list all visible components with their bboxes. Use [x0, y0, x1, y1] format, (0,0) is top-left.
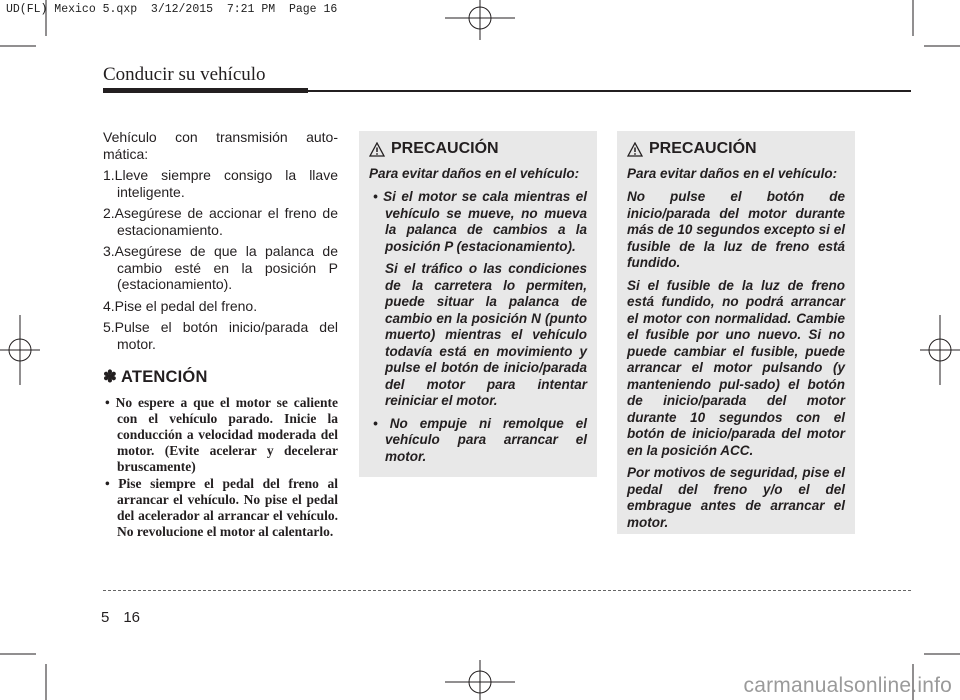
- precaution-item-text: • Si el motor se cala mientras el vehículo se mueve, no mueva la palanca de cambios a la posición P (estacionamiento).: [373, 189, 587, 254]
- attention-item: • No espere a que el motor se caliente con el vehículo parado. Inicie la conducción a velocidad moderada del motor. (Evite acelerar y decelerar bruscamente): [105, 394, 338, 474]
- title-rule-thin: [308, 90, 911, 92]
- instruction-step: 4.Pise el pedal del freno.: [103, 297, 258, 314]
- watermark: carmanualsonline.info: [743, 674, 952, 697]
- precaution-title: PRECAUCIÓN: [649, 140, 757, 157]
- printer-slug: UD(FL) Mexico 5.qxp 3/12/2015 7:21 PM Page 16: [6, 3, 338, 16]
- attention-heading: [103, 369, 338, 386]
- precaution-paragraph: Si el fusible de la luz de freno está fundido, no podrá arrancar el motor con normalidad. Cambie el fusible por uno nuevo. Si no puede cambiar el fusible, puede arrancar el motor pulsando (y manteniendo pul-sado) el botón de inicio/parada del motor durante 10 segundos con el botón de inicio/parada del motor en la posición ACC.: [627, 277, 845, 458]
- section-title: Conducir su vehículo: [103, 64, 266, 85]
- instructions-column: [103, 129, 338, 541]
- footer-rule: [103, 590, 911, 591]
- precaution-heading: [627, 141, 845, 158]
- precaution-paragraph: No pulse el botón de inicio/parada del motor durante más de 10 segundos excepto si el fusible de la luz de freno está fundido.: [627, 189, 845, 270]
- attention-item: • Pise siempre el pedal del freno al arrancar el vehículo. No pise el pedal del acelerador al arrancar el vehículo. No revolucione el motor al calentarlo.: [105, 475, 338, 539]
- attention-title: ATENCIÓN: [121, 368, 208, 386]
- precaution-title: PRECAUCIÓN: [391, 140, 499, 157]
- precaution-item: [369, 189, 587, 410]
- registration-mark-bottom: [445, 660, 515, 700]
- precaution-heading: [369, 141, 587, 158]
- precaution-lead: Para evitar daños en el vehículo:: [627, 165, 838, 181]
- registration-mark-left: [0, 315, 40, 385]
- precaution-paragraph: Por motivos de seguridad, pise el pedal del freno y/o el del embrague antes de arrancar el motor.: [627, 465, 845, 530]
- instruction-steps: [103, 167, 338, 352]
- precaution-item-subtext: Si el tráfico o las condiciones de la carretera lo permiten, puede situar la palanca de cambio en la posición N (punto muerto) mientras el vehículo todavía está en movimiento y pulse el botón de inicio/parada del motor para intentar reiniciar el motor.: [385, 261, 587, 408]
- precaution-lead: Para evitar daños en el vehículo:: [369, 165, 580, 181]
- attention-star-icon: ✽: [103, 368, 118, 386]
- warning-triangle-icon: [369, 142, 385, 157]
- registration-mark-top: [445, 0, 515, 40]
- instruction-step: 2.Asegúrese de accionar el freno de estacionamiento.: [103, 205, 338, 238]
- instruction-step: 3.Asegúrese de que la palanca de cambio esté en la posición P (estacionamiento).: [103, 243, 338, 292]
- page-number: [101, 609, 140, 626]
- precaution-item: • No empuje ni remolque el vehículo para arrancar el motor.: [373, 415, 587, 464]
- instructions-intro: Vehículo con transmisión auto-mática:: [103, 129, 338, 162]
- instruction-step: 1.Lleve siempre consigo la llave inteligente.: [103, 167, 338, 200]
- attention-list: [103, 395, 338, 540]
- chapter-number: 5: [101, 609, 110, 626]
- precaution-list: [369, 189, 587, 465]
- registration-mark-right: [920, 315, 960, 385]
- instruction-step: 5.Pulse el botón inicio/parada del motor.: [103, 319, 338, 352]
- precaution-box-1: [359, 131, 597, 477]
- warning-triangle-icon: [627, 142, 643, 157]
- precaution-box-2: [617, 131, 855, 534]
- title-rule-thick: [103, 88, 308, 93]
- page-number-value: 16: [123, 609, 141, 626]
